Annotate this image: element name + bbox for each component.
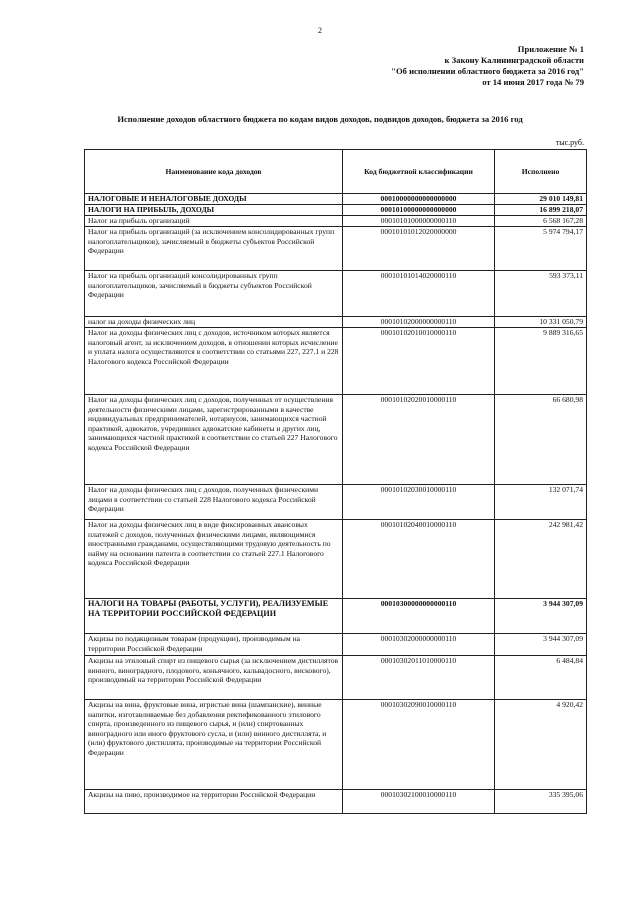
table-row (85, 520, 587, 599)
row-name: НАЛОГИ НА ПРИБЫЛЬ, ДОХОДЫ (85, 205, 343, 216)
row-code: 00010100000000000000 (343, 205, 495, 216)
row-code: 00010300000000000110 (343, 599, 495, 634)
table-row (85, 317, 587, 328)
table-row (85, 599, 587, 634)
row-code: 00010102020010000110 (343, 395, 495, 485)
table-row (85, 700, 587, 790)
row-code: 00010101012020000000 (343, 227, 495, 271)
row-code: 00010302090010000110 (343, 700, 495, 790)
row-value: 132 071,74 (495, 485, 587, 520)
row-value: 6 484,84 (495, 656, 587, 700)
table-row (85, 328, 587, 395)
appendix-block (391, 44, 584, 88)
appendix-line-4: от 14 июня 2017 года № 79 (482, 77, 584, 87)
row-value: 9 889 316,65 (495, 328, 587, 395)
row-value: 335 395,06 (495, 790, 587, 814)
header-executed: Исполнено (495, 150, 587, 194)
table-row (85, 790, 587, 814)
appendix-line-2: к Закону Калининградской области (444, 55, 584, 65)
row-code: 00010302000000000110 (343, 634, 495, 656)
row-value: 3 944 307,09 (495, 599, 587, 634)
table-row (85, 634, 587, 656)
row-name: НАЛОГОВЫЕ И НЕНАЛОГОВЫЕ ДОХОДЫ (85, 194, 343, 205)
row-name: Налог на доходы физических лиц с доходов, полученных от осуществления деятельности физическими лицами, зарегистрированными в качестве индивидуальных предпринимателей, нотариусов, занимающихся частной практикой, адвокатов, учредивших адвокатские кабинеты и других лиц, занимающихся частной практикой в соответствии со статьей 227 Налогового кодекса Российской Федерации (85, 395, 343, 485)
table-row (85, 656, 587, 700)
row-value: 29 010 149,81 (495, 194, 587, 205)
row-code: 00010302011010000110 (343, 656, 495, 700)
appendix-line-1: Приложение № 1 (517, 44, 584, 54)
row-code: 00010102010010000110 (343, 328, 495, 395)
row-value: 5 974 794,17 (495, 227, 587, 271)
row-code: 00010101014020000110 (343, 271, 495, 317)
row-value: 242 981,42 (495, 520, 587, 599)
row-value: 4 920,42 (495, 700, 587, 790)
row-name: НАЛОГИ НА ТОВАРЫ (РАБОТЫ, УСЛУГИ), РЕАЛИЗУЕМЫЕ НА ТЕРРИТОРИИ РОССИЙСКОЙ ФЕДЕРАЦИИ (85, 599, 343, 634)
row-value: 10 331 050,79 (495, 317, 587, 328)
header-code: Код бюджетной классификации (343, 150, 495, 194)
row-value: 593 373,11 (495, 271, 587, 317)
row-name: Акцизы на вина, фруктовые вина, игристые вина (шампанские), винные напитки, изготавливаемые без добавления ректификованного этилового спирта, произведенного из пищевого сырья, и (или) спиртованных виноградного или иного фруктового сусла, и (или) винного дистиллята, и (или) фруктового дистиллята, производимые на территории Российской Федерации (85, 700, 343, 790)
row-code: 00010302100010000110 (343, 790, 495, 814)
document-title: Исполнение доходов областного бюджета по кодам видов доходов, подвидов доходов, бюджета за 2016 год (117, 114, 523, 124)
header-name: Наименование кода доходов (85, 150, 343, 194)
appendix-line-3: "Об исполнении областного бюджета за 2016 год" (391, 66, 584, 76)
row-name: Налог на прибыль организаций консолидированных групп налогоплательщиков, зачисляемый в бюджеты субъектов Российской Федерации (85, 271, 343, 317)
row-value: 16 899 218,07 (495, 205, 587, 216)
row-name: Акцизы на пиво, производимое на территории Российской Федерации (85, 790, 343, 814)
revenue-table (84, 149, 587, 814)
row-name: Налог на доходы физических лиц с доходов, источником которых является налоговый агент, за исключением доходов, в отношении которых исчисление и уплата налога осуществляются в соответствии со статьями 227, 227.1 и 228 Налогового кодекса Российской Федерации (85, 328, 343, 395)
row-value: 3 944 307,09 (495, 634, 587, 656)
row-name: Налог на доходы физических лиц с доходов, полученных физическими лицами в соответствии со статьей 228 Налогового кодекса Российской Федерации (85, 485, 343, 520)
table-row (85, 485, 587, 520)
row-name: Налог на прибыль организаций (85, 216, 343, 227)
row-name: Налог на прибыль организаций (за исключением консолидированных групп налогоплательщиков), зачисляемый в бюджеты субъектов Российской Федерации (85, 227, 343, 271)
row-value: 66 680,98 (495, 395, 587, 485)
row-name: Акцизы на этиловый спирт из пищевого сырья (за исключением дистиллятов винного, виноградного, плодового, коньячного, кальвадосного, вискового), производимый на территории Российской Федерации (85, 656, 343, 700)
row-name: налог на доходы физических лиц (85, 317, 343, 328)
row-code: 00010000000000000000 (343, 194, 495, 205)
row-value: 6 568 167,28 (495, 216, 587, 227)
units-label: тыс.руб. (555, 138, 584, 147)
table-row (85, 216, 587, 227)
table-row (85, 194, 587, 205)
page-number: 2 (318, 26, 322, 35)
row-code: 00010102000000000110 (343, 317, 495, 328)
table-row (85, 227, 587, 271)
row-name: Акцизы по подакцизным товарам (продукции), производимым на территории Российской Федерации (85, 634, 343, 656)
table-row (85, 205, 587, 216)
row-name: Налог на доходы физических лиц в виде фиксированных авансовых платежей с доходов, полученных физическими лицами, являющимися иностранными гражданами, осуществляющими трудовую деятельность по найму на основании патента в соответствии со статьей 227.1 Налогового кодекса Российской Федерации (85, 520, 343, 599)
row-code: 00010101000000000110 (343, 216, 495, 227)
table-row (85, 395, 587, 485)
table-row (85, 271, 587, 317)
row-code: 00010102030010000110 (343, 485, 495, 520)
row-code: 00010102040010000110 (343, 520, 495, 599)
